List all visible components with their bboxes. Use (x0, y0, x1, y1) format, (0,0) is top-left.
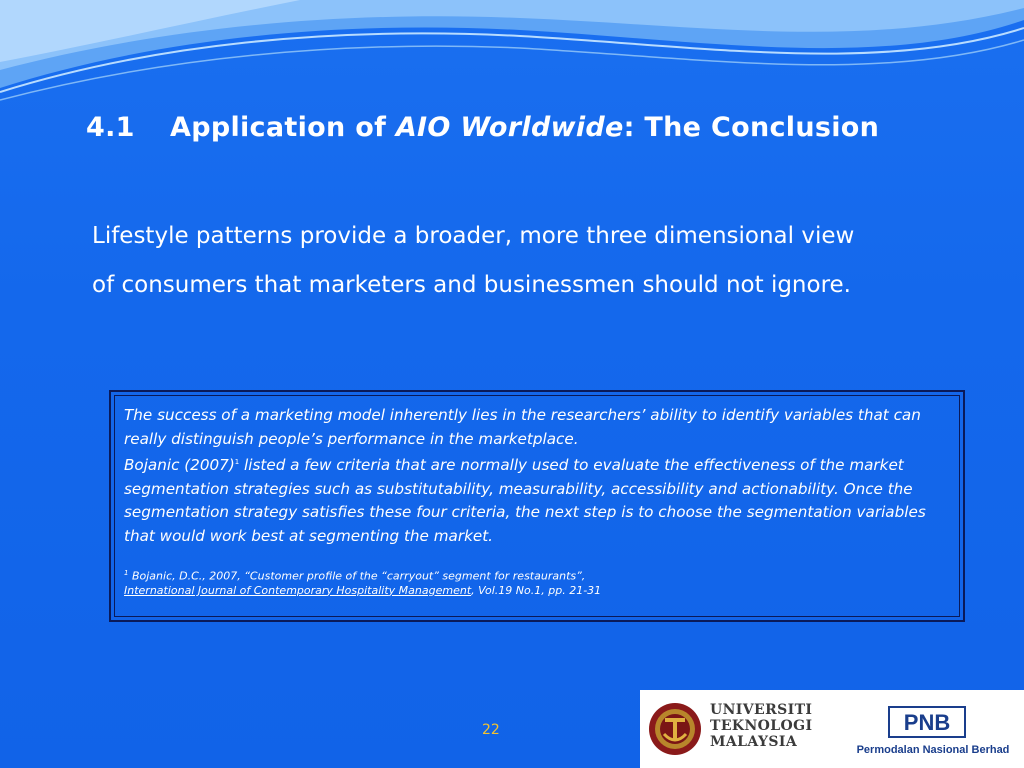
citation-superscript: 1 (234, 458, 240, 466)
footer-logo-bar (640, 690, 1024, 768)
quote-box (109, 390, 965, 622)
quote-paragraph-1: The success of a marketing model inherently lies in the researchers’ ability to identify variables that can really distinguish people’s performance in the marketplace. (124, 406, 921, 448)
footnote-marker: 1 (124, 569, 129, 578)
citation-lead: Bojanic (2007) (124, 456, 235, 475)
utm-line-2: TEKNOLOGI (710, 718, 813, 734)
footnote-text: Bojanic, D.C., 2007, “Customer profile of the “carryout” segment for restaurants”, (128, 569, 586, 583)
slide-title (86, 112, 879, 143)
footnote-tail: , Vol.19 No.1, pp. 21-31 (471, 583, 602, 597)
page-number: 22 (482, 722, 500, 738)
citation-rest: listed a few criteria that are normally used to evaluate the effectiveness of the market segmentation strategies such as substitutability, measurability, accessibility and actionability. Once the segmentation strategy satisfies these four criteria, the next step is to choose the segmentation variables that would work best at segmenting the market. (124, 456, 926, 545)
body-line-2: of consumers that marketers and businessmen should not ignore. (92, 272, 851, 298)
title-number: 4.1 (86, 112, 135, 143)
utm-line-3: MALAYSIA (710, 734, 798, 750)
title-suffix: : The Conclusion (623, 112, 880, 143)
utm-crest-logo (648, 696, 702, 762)
body-text (92, 212, 972, 310)
utm-wordmark (710, 702, 812, 750)
body-line-1: Lifestyle patterns provide a broader, more three dimensional view (92, 223, 855, 249)
quote-paragraph-2 (124, 451, 950, 548)
pnb-logo-mark (888, 706, 966, 738)
pnb-mark-text: PNB (903, 710, 951, 735)
utm-line-1: UNIVERSITI (710, 702, 813, 718)
quote-box-inner (114, 395, 960, 617)
footnote-journal: International Journal of Contemporary Hospitality Management (124, 583, 472, 597)
title-italic: AIO Worldwide (395, 112, 624, 143)
footnote (124, 566, 950, 598)
pnb-logo (848, 700, 1018, 760)
pnb-name: Permodalan Nasional Berhad (856, 744, 1010, 756)
title-prefix: Application of (170, 112, 396, 143)
